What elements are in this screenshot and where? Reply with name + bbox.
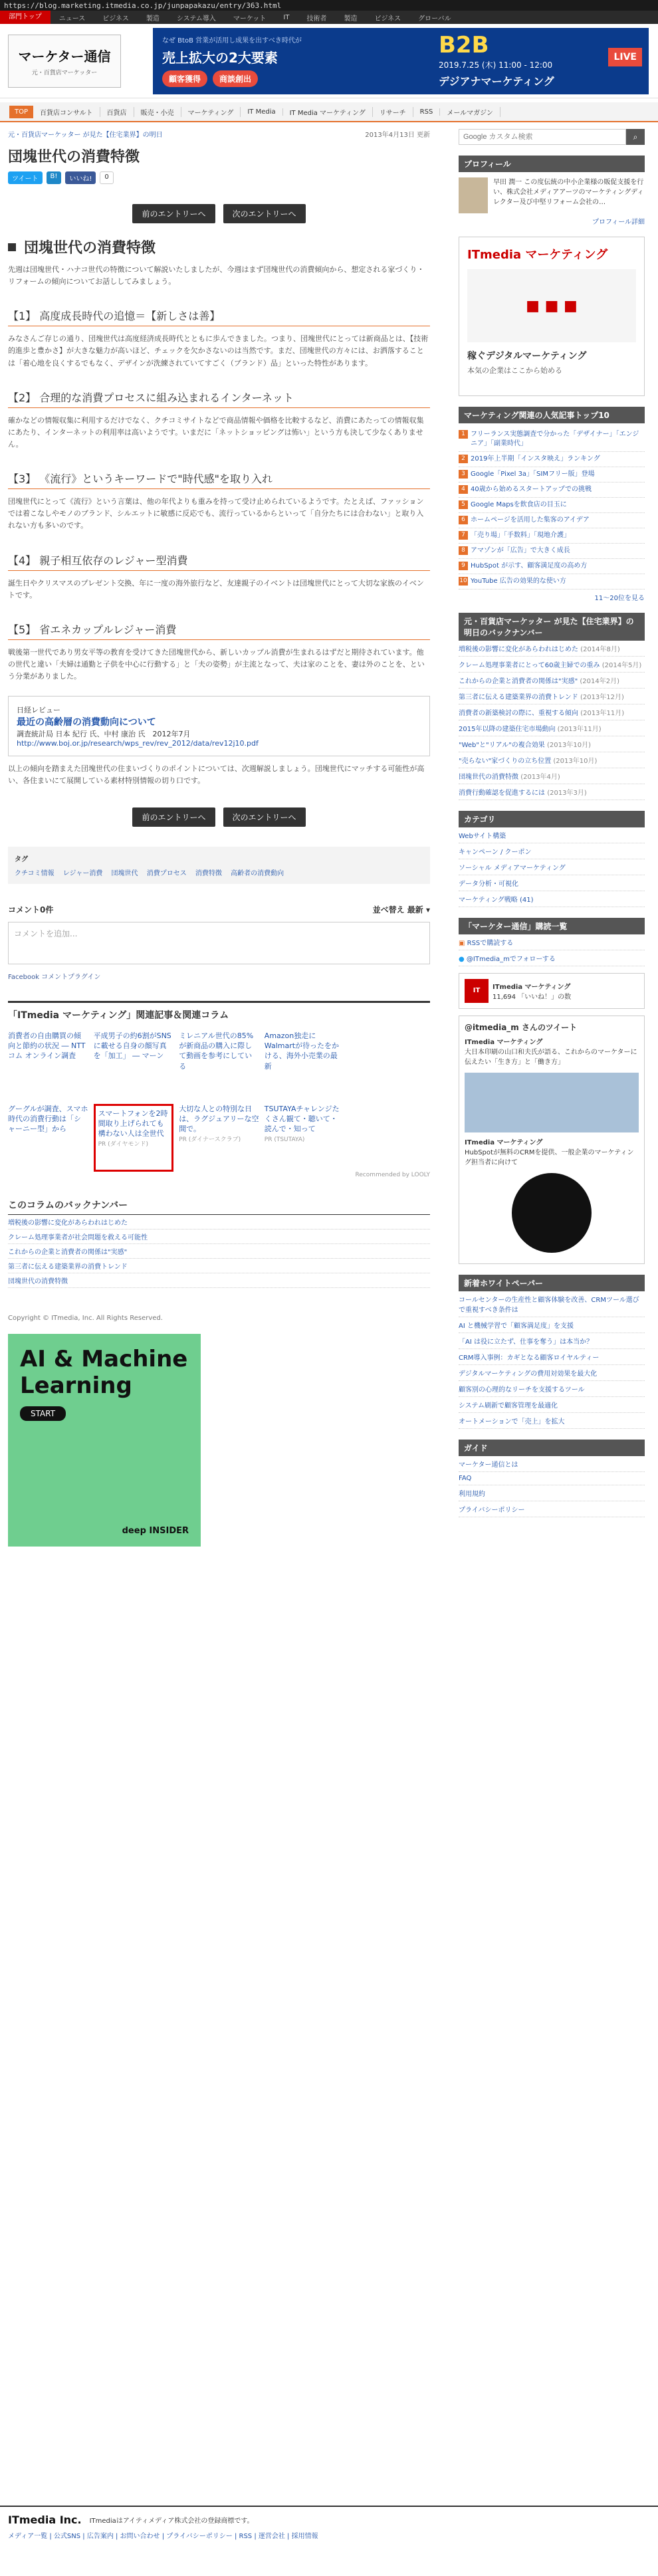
related-item[interactable] [265,1104,345,1172]
backnumber-item[interactable]: クレーム処理事業者が社会問題を救える可能性 [8,1230,430,1244]
section-body: 確かなどの情報収集に利用するだけでなく、クチコミサイトなどで商品情報や価格を比較するなど、消費にあたっての情報収集にあたり、インターネットの利用率は高いようです。いまだに「ネットショッピングは怖い」という方も決して少なくありません。 [8,415,424,449]
column-date: (2013年12月) [580,694,624,701]
column-date: (2014年2月) [580,678,620,685]
related-item-highlighted[interactable] [94,1104,174,1172]
whitepaper-list [459,1291,645,1429]
section-heading: 【5】 省エネカップルレジャー消費 [8,621,430,640]
itmedia-logo-icon: IT [465,979,489,1003]
share-buttons [8,171,430,184]
topnav-item[interactable]: 製造 [146,15,160,23]
guide-item[interactable]: 利用規約 [459,1485,645,1501]
article-intro: 先週は団塊世代・ハナコ世代の特徴について解説いたしましたが、今週はまず団塊世代の消費傾向から、想定される家づくり・リフォームの傾向についてお話ししてみましょう。 [8,265,425,286]
tweet-photo[interactable] [465,1073,639,1132]
rank-number: 7 [459,531,468,540]
category-item[interactable]: Webサイト構築 [459,827,645,843]
subscribe-heading: 「マーケター通信」購読一覧 [459,918,645,934]
topnav-item[interactable]: 製造 [344,15,358,23]
footer-row [8,2514,650,2526]
column-list [459,641,645,800]
category-navigation [0,102,658,122]
facebook-page-header [465,979,639,1003]
whitepaper-item[interactable]: システム刷新で顧客管理を最適化 [459,1397,645,1413]
tag-link[interactable]: 団塊世代 [111,869,138,877]
comments-section [8,904,430,981]
profile-text: 早田 潤一 この度伝統の中小企業様の販促支援を行い、株式会社メディアアーツのマーケティングディレクター及び中堅リフォーム会社の… [493,179,644,206]
tags-label: タグ [15,855,28,863]
ranking-title: 2019年上半期「インスタ映え」ランキング [471,455,600,463]
section-heading: 【4】 親子相互依存のレジャー型消費 [8,552,430,571]
column-date: (2013年10月) [553,758,598,765]
section-body: 団塊世代にとって《流行》という言葉は、他の年代よりも重みを持って受け止められているようです。たとえば、ファッションでは着こなしやモノのブランド、シルエットに敏感に反応でも、流行っているからといって「自分たちには合わない」と取り入れない方も多いのです。 [8,497,424,530]
column-item[interactable] [459,689,645,704]
rank-number: 1 [459,430,468,439]
banner-small-text: なぜ BtoB 営業が活用し成果を出すべき時代が [162,37,302,45]
column-date: (2013年11月) [580,710,625,717]
topnav-item[interactable]: システム導入 [176,15,216,23]
ranking-item[interactable] [459,452,645,467]
backnumber-item[interactable]: 団塊世代の消費特徴 [8,1273,430,1288]
ranking-item[interactable] [459,467,645,483]
category-item[interactable]: キャンペーン / クーポン [459,843,645,859]
ranking-list [459,427,645,590]
catnav-item[interactable]: IT Media [241,108,282,116]
column-date: (2014年5月) [602,662,642,669]
section-heading: 【1】 高度成長時代の追憶＝【新しさは善】 [8,308,430,326]
profile-heading: プロフィール [459,156,645,172]
ml-ad-brand: deep INSIDER [122,1525,189,1536]
ranking-title: HubSpot が示す、顧客満足度の高め方 [471,562,588,570]
banner-pill: 商談創出 [213,70,258,87]
prev-entry-button[interactable]: 前のエントリーへ [132,807,215,827]
article-outro: 以上の傾向を踏まえた団塊世代の住まいづくりのポイントについては、次週解説しましょう。団塊世代にマッチする可能性が高い、各住まいにて展開している素材特別情報の切り口です。 [8,764,425,786]
source-link[interactable]: http://www.boj.or.jp/research/wps_rev/rev_2012/data/rev12j10.pdf [17,739,259,748]
related-title: TSUTAYAチャレンジたくさん観て・聴いて・読んで・知って [264,1104,340,1134]
topnav-item[interactable]: マーケット [233,15,267,23]
category-heading: カテゴリ [459,811,645,827]
related-pr-tag: PR (ダイナースクラブ) [179,1136,241,1143]
category-list [459,827,645,907]
related-item [350,1031,430,1099]
article-title [8,237,430,257]
whitepaper-item[interactable]: CRM導入事例：カギとなる顧客ロイヤルティー [459,1349,645,1365]
catnav-item[interactable]: 百貨店 [100,107,134,117]
sidebar-ad-visual: ■ ■ ■ [467,269,636,342]
hatena-button[interactable]: B! [47,171,62,184]
ranking-item[interactable] [459,427,645,452]
column-title: 第三者に伝える建築業界の消費トレンド [459,694,578,701]
twitter-follow-link[interactable] [459,950,645,966]
catnav-item[interactable]: RSS [413,108,441,116]
column-item[interactable] [459,768,645,784]
tag-link[interactable]: 高齢者の消費動向 [231,869,284,877]
column-item[interactable] [459,704,645,720]
tweet-author[interactable]: ITmedia マーケティング [465,1139,543,1146]
rank-number: 10 [459,578,467,584]
twitter-icon: ● [459,956,465,963]
catnav-item[interactable]: メールマガジン [440,107,500,117]
related-item[interactable] [179,1104,259,1172]
tag-link[interactable]: レジャー消費 [62,869,103,877]
ranking-heading: マーケティング関連の人気記事トップ10 [459,407,645,423]
related-item[interactable] [8,1104,88,1172]
related-title: スマートフォンを2時間取り上げられても構わない人は全世代 [98,1109,168,1138]
sidebar-ad-caption2: 本気の企業はここから始める [467,366,562,375]
source-meta: 調査統計局 日本 紀行 氏、中村 康治 氏 2012年7月 [17,730,191,739]
related-title: 平成男子の約6割がSNSに載せる自身の顔写真を「加工」 ― マーン [93,1031,171,1061]
live-badge: LIVE [608,48,642,66]
footer [0,2506,658,2547]
whitepaper-item[interactable]: 「AI は役に立たず、仕事を奪う」は本当か？ [459,1333,645,1349]
catnav-item[interactable]: 百貨店コンサルト [33,107,100,117]
like-button[interactable]: いいね! [65,171,96,184]
ranking-more-link[interactable]: 11〜20位を見る [594,595,645,602]
ranking-title: 40歳から始めるスタートアップでの挑戦 [471,486,592,493]
footer-links[interactable]: メディア一覧 | 公式SNS | 広告案内 | お問い合わせ | プライバシーポリシー | RSS | 運営会社 | 採用情報 [8,2533,318,2540]
tweet-text: HubSpotが無料のCRMを提供、一般企業のマーケティング担当者に向けて [465,1149,634,1166]
top-navigation [0,11,658,24]
topnav-item[interactable]: 部門トップ [0,11,51,24]
logo-subtitle: 元・百貨店マーケッター [31,69,98,76]
banner-pills [162,70,432,87]
square-bullet-icon [8,243,16,251]
tweet-button[interactable]: ツイート [8,171,43,184]
whitepaper-heading: 新着ホワイトペーパー [459,1275,645,1291]
section-heading: 【2】 合理的な消費プロセスに組み込まれるインターネット [8,389,430,408]
topnav-item[interactable]: ビジネス [374,15,401,23]
article-title-text: 団塊世代の消費特徴 [24,240,156,257]
section-body: 戦後第一世代であり男女平等の教育を受けてきた団塊世代から、新しいカップル消費が生まれるはずだと期待されています。他の世代と違い「夫婦は通勤と子供を中心に行動する」と「夫の姿勢」が主流となって、夫は家のことを、妻は外のことを、という分業がありました。 [8,647,425,681]
banner-ad[interactable] [153,28,649,94]
like-count: 0 [100,171,113,184]
rank-number: 9 [459,562,468,570]
section-body: 誕生日やクリスマスのプレゼント交換、年に一度の海外旅行など、友達親子のイベントは団塊世代にとって大切な家族のイベントです。 [8,578,424,599]
page-title: 団塊世代の消費特徴 [8,149,140,165]
related-title: 大切な人との特別な日は、ラグジュアリーな空間で。 [179,1104,259,1134]
topnav-item[interactable]: 技術者 [306,15,327,23]
tag-link[interactable]: 消費特徴 [195,869,222,877]
whitepaper-item[interactable]: オートメーションで「売上」を拡大 [459,1413,645,1429]
catnav-item[interactable]: 販売・小売 [134,107,181,117]
sidebar [459,122,645,1547]
ml-ad[interactable] [8,1334,201,1547]
related-title: 消費者の自由購買の傾向と節約の状況 ― NTT コム オンライン調査 [8,1031,86,1061]
facebook-page-name[interactable]: ITmedia マーケティング [493,984,571,991]
ranking-item[interactable] [459,498,645,513]
related-heading: 「ITmedia マーケティング」関連記事＆関連コラム [8,1001,430,1021]
ranking-title: YouTube 広告の効果的な使い方 [471,578,566,585]
category-item[interactable]: マーケティング戦略 (41) [459,891,645,907]
ranking-title: 「売り場」「手数料」「現地介護」 [471,532,570,539]
related-item[interactable] [179,1031,259,1099]
rank-number: 5 [459,500,468,509]
twitter-timeline [459,1016,645,1264]
footer-tagline: ITmediaはアイティメディア株式会社の登録商標です。 [89,2518,254,2525]
related-grid [8,1031,430,1172]
column-item[interactable] [459,784,645,800]
guide-item[interactable]: マーケター通信とは [459,1456,645,1472]
rss-label: RSSで購読する [467,940,514,947]
banner-headline: 売上拡大の2大要素 [162,50,278,66]
profile-box [459,177,645,213]
ranking-item[interactable] [459,574,645,590]
column-date: (2013年4月) [520,774,560,781]
ranking-item[interactable] [459,559,645,574]
backnumber-item[interactable]: 増税後の影響に変化があらわれはじめた [8,1215,430,1230]
column-date: (2013年3月) [547,790,587,797]
whitepaper-item[interactable]: コールセンターの生産性と顧客体験を改善、CRMツール選びで重視すべき条件は [459,1291,645,1317]
related-item [350,1104,430,1172]
related-title: Amazon独走にWalmartが待ったをかける、海外小売業の最新 [264,1031,340,1071]
catnav-item[interactable]: マーケティング [181,107,241,117]
column-title: 団塊世代の消費特徴 [459,774,518,781]
sidebar-search [459,129,645,145]
whitepaper-item[interactable]: デジタルマーケティングの費用対効果を最大化 [459,1365,645,1381]
guide-heading: ガイド [459,1440,645,1456]
related-item[interactable] [265,1031,345,1099]
comment-input[interactable]: コメントを追加... [8,922,430,964]
column-item[interactable] [459,657,645,673]
search-input[interactable] [459,129,626,145]
sidebar-ad-brand: ITmedia マーケティング [467,248,608,262]
column-title: これからの企業と消費者の関係は"実感" [459,678,578,685]
sidebar-ad-caption: 稼ぐデジタルマーケティング [467,351,587,362]
page-container [0,122,658,1547]
tweet-image[interactable] [512,1173,592,1253]
rank-number: 3 [459,470,468,479]
backnumber-item[interactable]: これからの企業と消費者の関係は"実感" [8,1244,430,1259]
banner-pill: 顧客獲得 [162,70,207,87]
sidebar-ad[interactable] [459,237,645,396]
category-item[interactable]: ソーシャル メディアマーケティング [459,859,645,875]
rank-number: 8 [459,546,468,555]
rank-number: 4 [459,485,468,494]
related-item[interactable] [8,1031,88,1099]
next-entry-button[interactable]: 次のエントリーへ [223,204,306,223]
logo-title: マーケター通信 [18,48,111,64]
facebook-comment-plugin[interactable]: Facebook コメントプラグイン [8,973,101,981]
ranking-title: Google Mapsを飲食店の目玉に [471,501,567,508]
whitepaper-item[interactable]: AI と機械学習で「顧客満足度」を支援 [459,1317,645,1333]
backnumber-list [8,1215,430,1288]
subscribe-list [459,934,645,966]
url-bar[interactable]: https://blog.marketing.itmedia.co.jp/junpapakazu/entry/363.html [0,0,658,11]
updated-date: 2013年4月13日 更新 [365,132,430,139]
related-pr-tag: PR (TSUTAYA) [264,1136,305,1143]
guide-item[interactable]: プライバシーポリシー [459,1501,645,1517]
ml-ad-title: AI & Machine Learning [20,1345,188,1400]
backnumber-item[interactable]: 第三者に伝える建築業界の消費トレンド [8,1259,430,1273]
twitter-timeline-heading: @itmedia_m さんのツイート [465,1023,578,1032]
main-column [8,122,430,1547]
column-title: "売らない"家づくりの立ち位置 [459,758,552,765]
sort-label: 並べ替え [372,905,405,914]
related-title: グーグルが調査、スマホ時代の消費行動は「シャーニー型」から [8,1104,88,1134]
source-box [8,696,430,756]
prev-entry-button[interactable]: 前のエントリーへ [132,204,215,223]
footer-brand[interactable]: ITmedia Inc. [8,2514,82,2526]
column-title: 増税後の影響に変化があらわれはじめた [459,646,578,653]
section-body: みなさんご存じの通り、団塊世代は高度経済成長時代とともに歩んできました。つまり、団塊世代にとっては新商品とは、【技術的進歩と豊かさ】が大きな魅力が高いほど、チェックを欠かさないのは当然です。まだ、団塊世代の方々には、お洒落することは「着心地を良くするでもなく、デザインが洗練されていてすごく（ブランド）品」といった特性があります。 [8,334,429,368]
facebook-like-count: 11,694 「いいね！」の数 [493,994,572,1001]
ranking-item[interactable] [459,544,645,559]
related-pr-tag: PR (ダイヤモンド) [98,1140,148,1148]
source-label: 日経レビュー [17,706,60,715]
catnav-item[interactable]: リサーチ [373,107,413,117]
guide-list [459,1456,645,1517]
ranking-item[interactable] [459,528,645,544]
column-date: (2014年8月) [580,646,620,653]
sort-value: 最新 [407,905,423,914]
rss-icon: ▣ [459,940,465,947]
entry-nav-top [8,204,430,223]
category-item[interactable]: データ分析・可視化 [459,875,645,891]
section-heading: 【3】 《流行》というキーワードで"時代感"を取り入れ [8,471,430,489]
column-item[interactable] [459,752,645,768]
rss-link[interactable] [459,934,645,950]
ranking-item[interactable] [459,513,645,528]
tag-link[interactable]: 消費プロセス [146,869,187,877]
next-entry-button[interactable]: 次のエントリーへ [223,807,306,827]
related-item[interactable] [94,1031,174,1099]
ranking-title: Google「Pixel 3a」「SIMフリー版」登場 [471,471,595,478]
column-title: 2015年以降の建築住宅市場動向 [459,726,556,733]
rank-number: 2 [459,455,468,463]
twitter-follow-label: @ITmedia_mでフォローする [466,956,556,963]
banner-left [153,35,432,87]
banner-subtitle: デジアナマーケティング [439,74,554,88]
entry-nav-bottom [8,807,430,827]
copyright: Copyright © ITmedia, Inc. All Rights Reserved. [8,1314,163,1322]
site-logo[interactable] [8,35,121,88]
avatar [459,177,488,213]
search-icon[interactable]: ⌕ [626,129,645,145]
banner-b2b: B2B [439,31,489,58]
column-title: 消費行動確認を促進するには [459,790,545,797]
masthead [0,24,658,98]
column-title: 消費者の新築検討の際に、重視する傾向 [459,710,578,717]
ranking-title: アマゾンが「広告」で大きく成長 [471,547,570,554]
banner-date: 2019.7.25 (木) 11:00 - 12:00 [439,60,553,70]
topnav-item[interactable]: グローバル [418,15,451,23]
ranking-title: フリーランス実態調査で分かった「デザイナー」「エンジニア」「副業時代」 [471,431,639,447]
ml-ad-start-button[interactable]: START [20,1406,66,1421]
recommended-label: Recommended by LOOLY [355,1171,430,1178]
column-item[interactable] [459,720,645,736]
column-title: クレーム処理事業者にとって60歳主婦での重み [459,662,600,669]
backnumber-heading: このコラムのバックナンバー [8,1198,430,1215]
column-heading: 元・百貨店マーケッター が見た【住宅業界】の明日のバックナンバー [459,613,645,641]
comments-header [8,904,430,915]
whitepaper-item[interactable]: 顧客別の心理的なリーチを支援するツール [459,1381,645,1397]
breadcrumb-link[interactable]: 元・百貨店マーケッター が見た【住宅業界】の明日 [8,132,163,139]
catnav-item-top[interactable]: TOP [9,106,33,118]
ranking-item[interactable] [459,483,645,498]
sort-select[interactable]: 並べ替え 最新 ▾ [372,905,430,914]
column-date: (2013年10月) [547,742,591,749]
column-title: "Web"と"リアル"の複合効果 [459,742,545,749]
breadcrumb [8,129,430,139]
ranking-title: ホームページを活用した集客のアイデア [471,516,590,524]
tags-box [8,847,430,884]
tweet-text: 大日本印刷の山口和夫氏が語る、これからのマーケターに伝えたい「生き方」と「働き方」 [465,1049,637,1066]
guide-item[interactable]: FAQ [459,1472,645,1485]
tag-link[interactable]: クチコミ情報 [15,869,55,877]
column-item[interactable] [459,736,645,752]
column-item[interactable] [459,641,645,657]
catnav-item[interactable]: IT Media マーケティング [283,107,373,117]
comment-count: コメント0件 [8,905,54,914]
topnav-item[interactable]: ニュース [58,15,86,23]
source-title[interactable]: 最近の高齢層の消費動向について [17,717,156,728]
profile-link[interactable]: プロフィール詳細 [592,219,645,226]
column-date: (2013年11月) [557,726,602,733]
topnav-item[interactable]: ビジネス [102,15,129,23]
facebook-page-box [459,973,645,1009]
column-item[interactable] [459,673,645,689]
related-title: ミレニアル世代の85%が新商品の購入に際して動画を参考にしている [179,1031,254,1071]
rank-number: 6 [459,516,468,524]
tweet-author[interactable]: ITmedia マーケティング [465,1039,543,1046]
topnav-item[interactable]: IT [283,13,290,21]
